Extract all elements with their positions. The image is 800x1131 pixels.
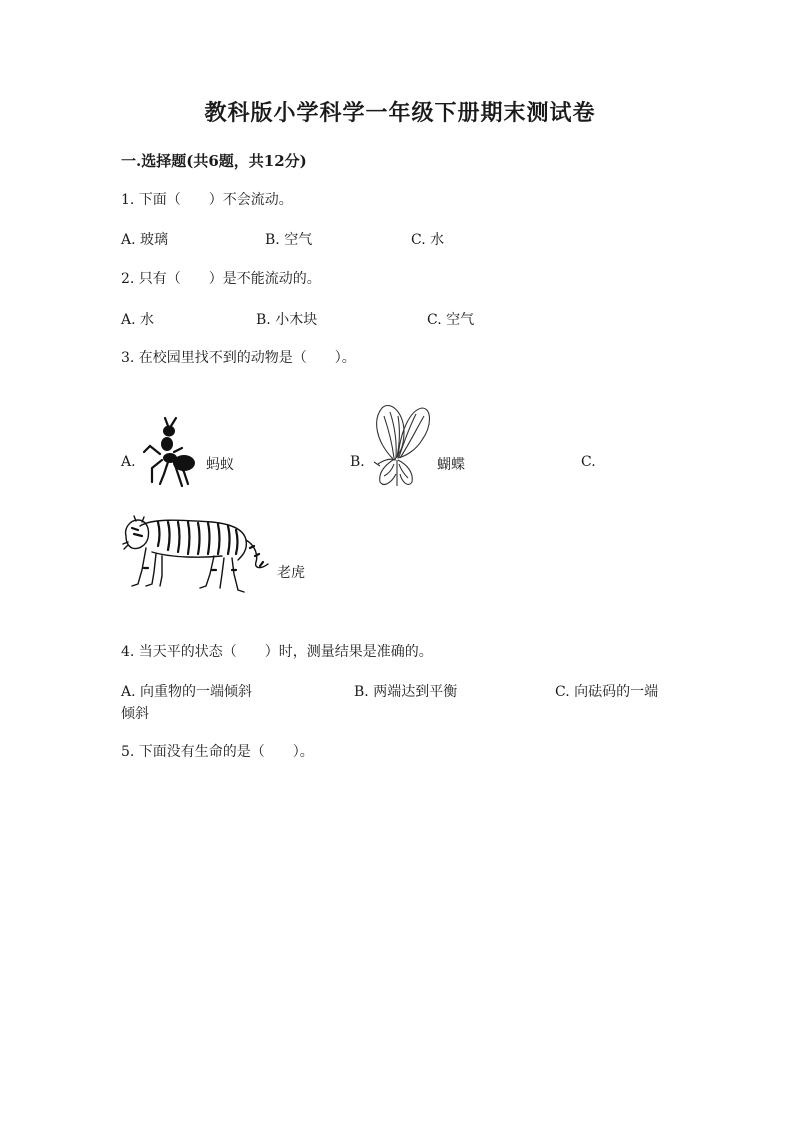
ant-caption: 蚂蚁 [206,457,234,473]
tiger-icon [122,512,272,600]
question-2-stem: 2. 只有（ ）是不能流动的。 [121,271,321,287]
question-4-option-b: B. 两端达到平衡 [354,684,458,700]
question-5-stem: 5. 下面没有生命的是（ ）。 [121,744,314,760]
question-4-stem: 4. 当天平的状态（ ）时，测量结果是准确的。 [121,644,433,660]
question-3-option-c: C. [581,454,596,470]
question-4-option-c: C. 向砝码的一端 [555,684,659,700]
ant-icon [138,416,200,488]
question-4-option-c-wrap: 倾斜 [121,706,149,722]
question-2-option-a: A. 水 [121,312,155,328]
tiger-caption: 老虎 [277,565,305,581]
butterfly-icon [370,402,434,490]
question-3-option-a: A. [121,454,136,470]
section-heading: 一.选择题(共6题，共12分) [121,152,307,170]
question-3-option-b: B. [350,454,365,470]
question-1-option-c: C. 水 [411,232,445,248]
question-1-option-b: B. 空气 [265,232,313,248]
page-title: 教科版小学科学一年级下册期末测试卷 [204,100,596,126]
question-1-stem: 1. 下面（ ）不会流动。 [121,192,293,208]
question-1-option-a: A. 玻璃 [121,232,169,248]
question-3-stem: 3. 在校园里找不到的动物是（ ）。 [121,350,356,366]
question-4-option-a: A. 向重物的一端倾斜 [121,684,253,700]
question-2-option-b: B. 小木块 [256,312,318,328]
question-2-option-c: C. 空气 [427,312,475,328]
butterfly-caption: 蝴蝶 [437,457,465,473]
